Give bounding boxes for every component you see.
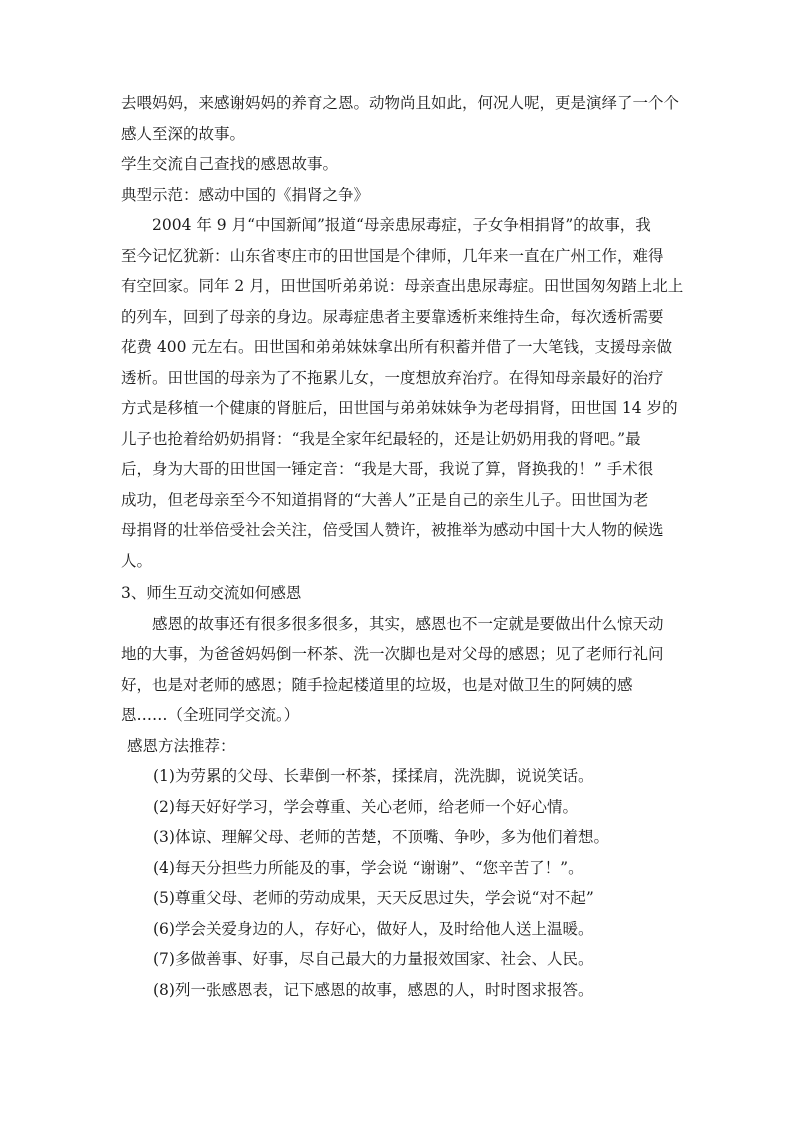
gratitude-paragraph (121, 609, 681, 731)
story-line: 的列车，回到了母亲的身边。尿毒症患者主要靠透析来维持生命，每次透析需要 (121, 307, 664, 326)
method-item: (4)每天分担些力所能及的事，学会说 “谢谢”、“您辛苦了！”。 (153, 858, 584, 877)
method-item: (6)学会关爱身边的人，存好心，做好人，及时给他人送上温暖。 (153, 919, 594, 938)
story-line: 花费 400 元左右。田世国和弟弟妹妹拿出所有积蓄并借了一大笔钱，支援母亲做 (121, 338, 672, 356)
methods-list (121, 761, 681, 1005)
story-line: 母捐肾的壮举倍受社会关注，倍受国人赞许，被推举为感动中国十大人物的候选 (121, 521, 664, 539)
exchange-line: 学生交流自己查找的感恩故事。 (121, 155, 339, 173)
method-item: (8)列一张感恩表，记下感恩的故事，感恩的人，时时图求报答。 (153, 980, 594, 999)
intro-line: 去喂妈妈，来感谢妈妈的养育之恩。动物尚且如此，何况人呢，更是演绎了一个个 (121, 94, 680, 112)
section3-heading: 3、师生互动交流如何感恩 (121, 584, 302, 602)
story-line: 方式是移植一个健康的肾脏后，田世国与弟弟妹妹争为老母捐肾，田世国 14 岁的 (121, 399, 678, 417)
gratitude-line: 恩……（全班同学交流。） (121, 706, 300, 724)
gratitude-line: 好，也是对老师的感恩；随手捡起楼道里的垃圾，也是对做卫生的阿姨的感 (121, 675, 633, 694)
story-line: 成功，但老母亲至今不知道捐肾的“大善人”正是自己的亲生儿子。田世国为老 (121, 490, 649, 509)
example-title: 典型示范：感动中国的《捐肾之争》 (121, 185, 370, 204)
story-line: 有空回家。同年 2 月，田世国听弟弟说：母亲查出患尿毒症。田世国匆匆踏上北上 (121, 277, 684, 295)
method-item: (1)为劳累的父母、长辈倒一杯茶，揉揉肩，洗洗脚，说说笑话。 (153, 767, 594, 785)
method-item: (7)多做善事、好事，尽自己最大的力量报效国家、社会、人民。 (153, 950, 594, 968)
method-item: (3)体谅、理解父母、老师的苦楚，不顶嘴、争吵，多为他们着想。 (153, 828, 609, 846)
story-line: 人。 (121, 551, 153, 570)
intro-paragraph (121, 88, 681, 149)
document-body (121, 88, 684, 1005)
story-line: 至今记忆犹新：山东省枣庄市的田世国是个律师，几年来一直在广州工作，难得 (121, 246, 664, 265)
method-item: (5)尊重父母、老师的劳动成果，天天反思过失，学会说“对不起” (153, 889, 594, 907)
methods-title: 感恩方法推荐： (127, 736, 236, 755)
story-line: 2004 年 9 月“中国新闻”报道“母亲患尿毒症，子女争相捐肾”的故事，我 (152, 216, 651, 234)
story-line: 儿子也抢着给奶奶捐肾：“我是全家年纪最轻的，还是让奶奶用我的肾吧。”最 (121, 429, 641, 448)
intro-line: 感人至深的故事。 (121, 124, 246, 143)
method-item: (2)每天好好学习，学会尊重、关心老师，给老师一个好心情。 (153, 797, 578, 816)
gratitude-line: 感恩的故事还有很多很多很多，其实，感恩也不一定就是要做出什么惊天动 (152, 614, 664, 633)
gratitude-line: 地的大事，为爸爸妈妈倒一杯茶、洗一次脚也是对父母的感恩；见了老师行礼问 (121, 645, 664, 663)
story-line: 后，身为大哥的田世国一锤定音：“我是大哥，我说了算，肾换我的！” 手术很 (121, 460, 654, 478)
story-line: 透析。田世国的母亲为了不拖累儿女，一度想放弃治疗。在得知母亲最好的治疗 (121, 368, 664, 387)
story-paragraph (121, 210, 684, 576)
